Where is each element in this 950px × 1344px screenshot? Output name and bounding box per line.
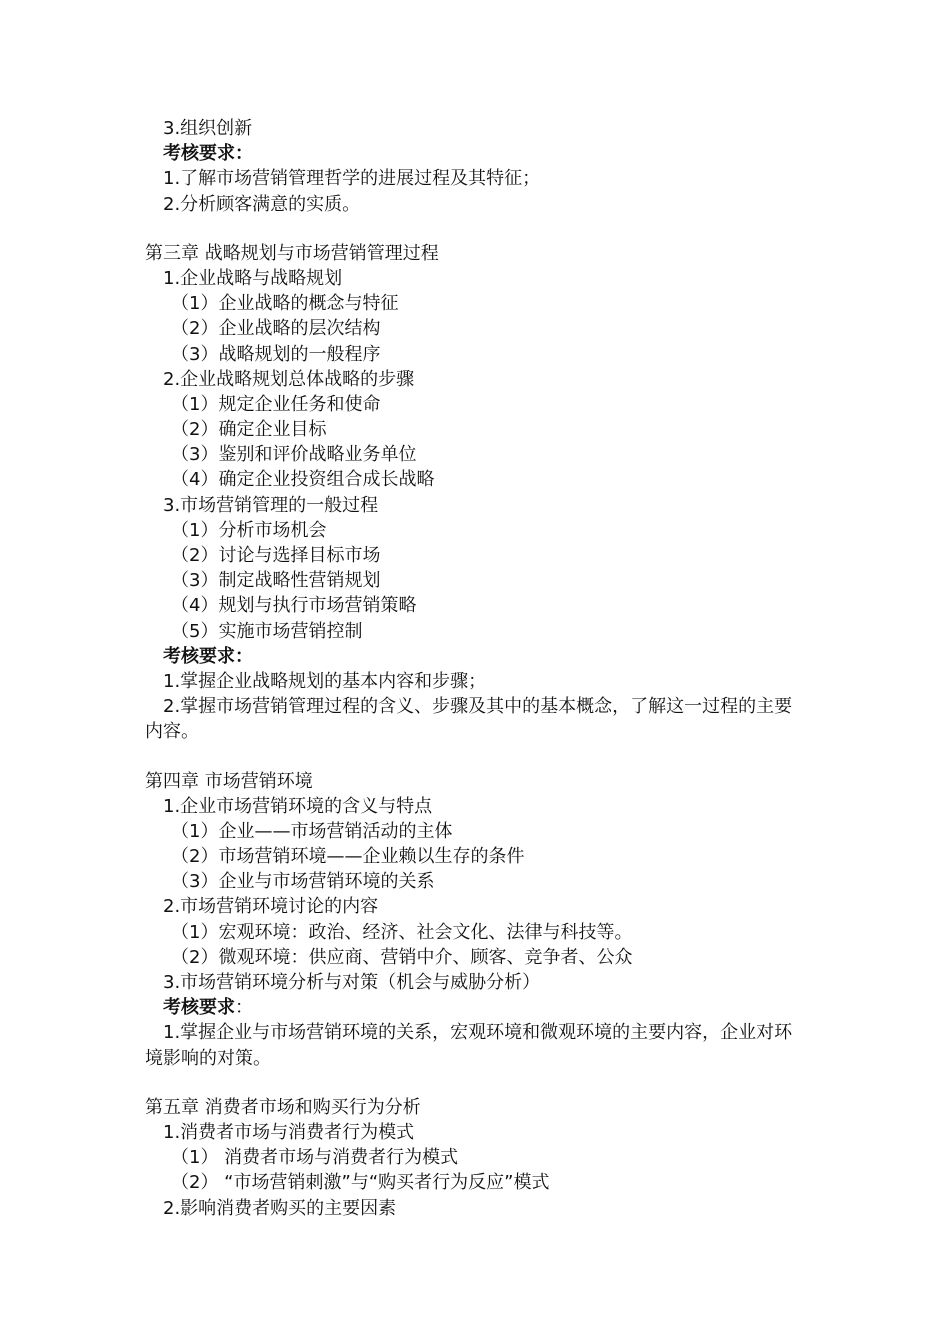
list-item: （2）确定企业目标 [171,419,327,441]
list-item: （2）市场营销环境——企业赖以生存的条件 [171,846,525,868]
list-item: （1）分析市场机会 [171,519,327,541]
chapter-title: 第四章 市场营销环境 [145,770,313,792]
list-item: （2）企业战略的层次结构 [171,318,381,340]
list-item: （5）实施市场营销控制 [171,620,363,642]
list-item: （1）企业——市场营销活动的主体 [171,820,453,842]
requirement-heading [145,995,805,1020]
list-item: （1） 消费者市场与消费者行为模式 [171,1147,459,1169]
list-item: （2）微观环境：供应商、营销中介、顾客、竞争者、公众 [171,946,633,968]
section-heading: 1.企业战略与战略规划 [163,267,343,289]
chapter-title: 第五章 消费者市场和购买行为分析 [145,1096,421,1118]
list-item: （3）鉴别和评价战略业务单位 [171,444,417,466]
section-heading: 2.影响消费者购买的主要因素 [163,1197,397,1219]
list-item: （1）规定企业任务和使命 [171,393,381,415]
requirement-heading: 考核要求： [163,645,253,667]
section-heading: 2.企业战略规划总体战略的步骤 [163,368,415,390]
section-heading: 1.企业市场营销环境的含义与特点 [163,795,433,817]
chapter-title: 第三章 战略规划与市场营销管理过程 [145,242,439,264]
list-item: （4）确定企业投资组合成长战略 [171,469,435,491]
list-item: （4）规划与执行市场营销策略 [171,595,417,617]
section-heading: 3.市场营销管理的一般过程 [163,494,379,516]
requirement-heading: 考核要求： [163,143,253,165]
list-item: （2） “市场营销刺激”与“购买者行为反应”模式 [171,1172,550,1194]
requirement-colon: ： [235,997,253,1019]
requirement-item: 1.掌握企业与市场营销环境的关系，宏观环境和微观环境的主要内容，企业对环境影响的对策。 [145,1022,793,1069]
list-item: （3）战略规划的一般程序 [171,343,381,365]
list-item: （2）讨论与选择目标市场 [171,545,381,566]
list-item: （1）宏观环境：政治、经济、社会文化、法律与科技等。 [171,921,633,943]
list-item: （3）企业与市场营销环境的关系 [171,871,435,893]
section-item: 3.组织创新 [163,118,253,139]
requirement-item: 2.分析顾客满意的实质。 [163,193,361,215]
section-heading: 1.消费者市场与消费者行为模式 [163,1122,415,1143]
section-heading: 3.市场营销环境分析与对策（机会与威胁分析） [163,972,541,994]
requirement-item: 2.掌握市场营销管理过程的含义、步骤及其中的基本概念，了解这一过程的主要内容。 [145,696,793,743]
list-item: （1）企业战略的概念与特征 [171,293,399,315]
requirement-item: 1.掌握企业战略规划的基本内容和步骤； [163,670,487,692]
document-page [145,116,805,1221]
list-item: （3）制定战略性营销规划 [171,570,381,592]
requirement-item: 1.了解市场营销管理哲学的进展过程及其特征； [163,168,541,190]
requirement-label: 考核要求 [163,997,235,1019]
section-heading: 2.市场营销环境讨论的内容 [163,896,379,918]
